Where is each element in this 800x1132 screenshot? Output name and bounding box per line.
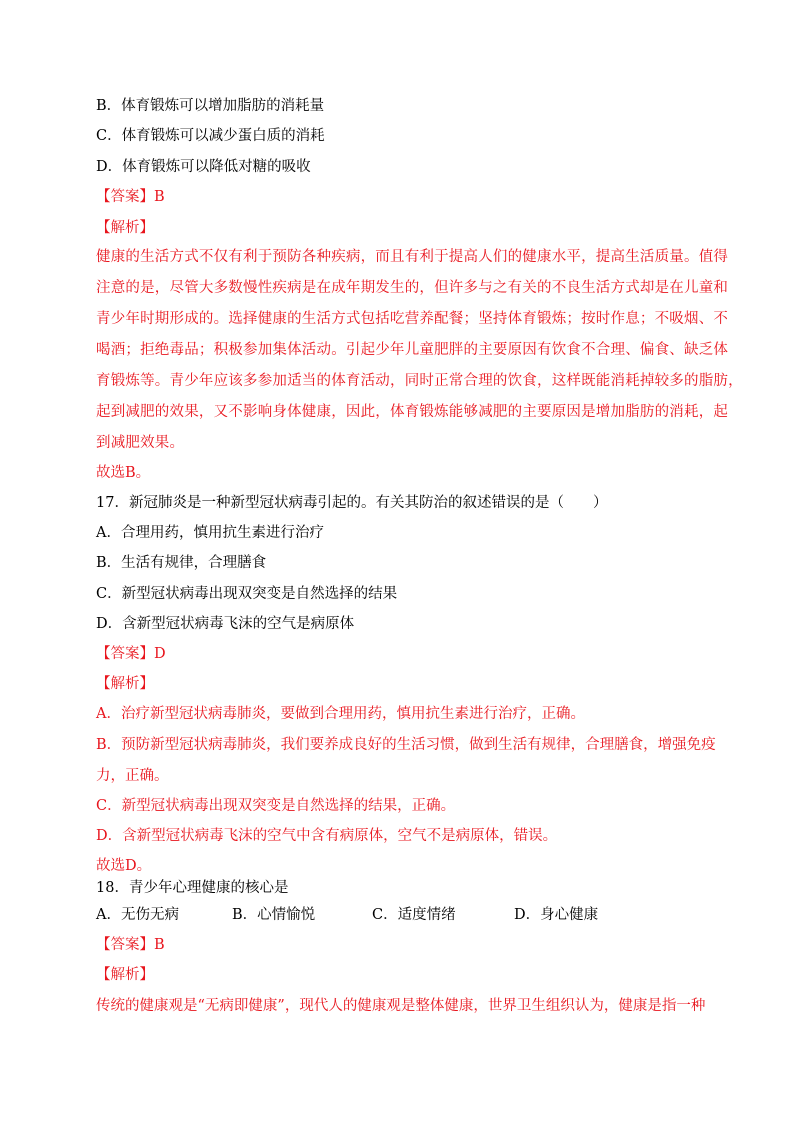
q18-stem: 18．青少年心理健康的核心是 (96, 880, 289, 896)
q17-option-b: B．生活有规律，合理膳食 (96, 555, 267, 571)
q16-option-b: B．体育锻炼可以增加脂肪的消耗量 (96, 98, 325, 114)
q16-analysis-line: 起到减肥的效果，又不影响身体健康，因此，体育锻炼能够减肥的主要原因是增加脂肪的消耗，起 (96, 404, 729, 420)
q16-analysis-text (96, 242, 743, 459)
q17-conclusion: 故选D。 (96, 858, 152, 874)
q17-option-d: D．含新型冠状病毒飞沫的空气是病原体 (96, 616, 355, 632)
q18-answer: 【答案】B (96, 937, 165, 953)
q18-analysis-line: 传统的健康观是“无病即健康”，现代人的健康观是整体健康，世界卫生组织认为，健康是指一种 (96, 998, 706, 1014)
q16-option-d: D．体育锻炼可以降低对糖的吸收 (96, 159, 311, 175)
q16-conclusion: 故选B。 (96, 465, 151, 481)
q17-analysis-b-line2: 力，正确。 (96, 768, 169, 784)
q16-analysis-line: 青少年时期形成的。选择健康的生活方式包括吃营养配餐；坚持体育锻炼；按时作息；不吸烟、不 (96, 311, 729, 327)
q16-option-c: C．体育锻炼可以减少蛋白质的消耗 (96, 128, 325, 144)
q17-analysis-label: 【解析】 (96, 676, 154, 692)
q17-analysis-a: A．治疗新型冠状病毒肺炎，要做到合理用药，慎用抗生素进行治疗，正确。 (96, 706, 585, 722)
q16-analysis-line: 喝酒；拒绝毒品；积极参加集体活动。引起少年儿童肥胖的主要原因有饮食不合理、偏食、缺乏体 (96, 342, 729, 358)
q17-option-a: A．合理用药，慎用抗生素进行治疗 (96, 525, 324, 541)
q16-analysis-line: 注意的是，尽管大多数慢性疾病是在成年期发生的，但许多与之有关的不良生活方式却是在儿童和 (96, 280, 729, 296)
q18-option-a: A．无伤无病 (96, 907, 179, 923)
q17-analysis-b-line1: B．预防新型冠状病毒肺炎，我们要养成良好的生活习惯，做到生活有规律，合理膳食，增强免疫 (96, 737, 716, 753)
q16-answer: 【答案】B (96, 189, 165, 205)
q17-analysis-c: C．新型冠状病毒出现双突变是自然选择的结果，正确。 (96, 798, 456, 814)
q16-analysis-line: 健康的生活方式不仅有利于预防各种疾病，而且有利于提高人们的健康水平，提高生活质量。值得 (96, 249, 729, 265)
q18-option-c: C．适度情绪 (372, 907, 456, 923)
q18-option-b: B．心情愉悦 (232, 907, 316, 923)
q18-analysis-label: 【解析】 (96, 967, 154, 983)
q16-analysis-line: 到减肥效果。 (96, 435, 185, 451)
q16-analysis-line: 育锻炼等。青少年应该多参加适当的体育活动，同时正常合理的饮食，这样既能消耗掉较多的脂肪， (96, 373, 743, 389)
q18-option-d: D．身心健康 (514, 907, 599, 923)
q16-analysis-label: 【解析】 (96, 220, 154, 236)
q17-option-c: C．新型冠状病毒出现双突变是自然选择的结果 (96, 586, 398, 602)
q17-analysis-d: D．含新型冠状病毒飞沫的空气中含有病原体，空气不是病原体，错误。 (96, 828, 558, 844)
q17-answer: 【答案】D (96, 646, 166, 662)
q17-stem: 17．新冠肺炎是一种新型冠状病毒引起的。有关其防治的叙述错误的是（ ） (96, 495, 608, 511)
